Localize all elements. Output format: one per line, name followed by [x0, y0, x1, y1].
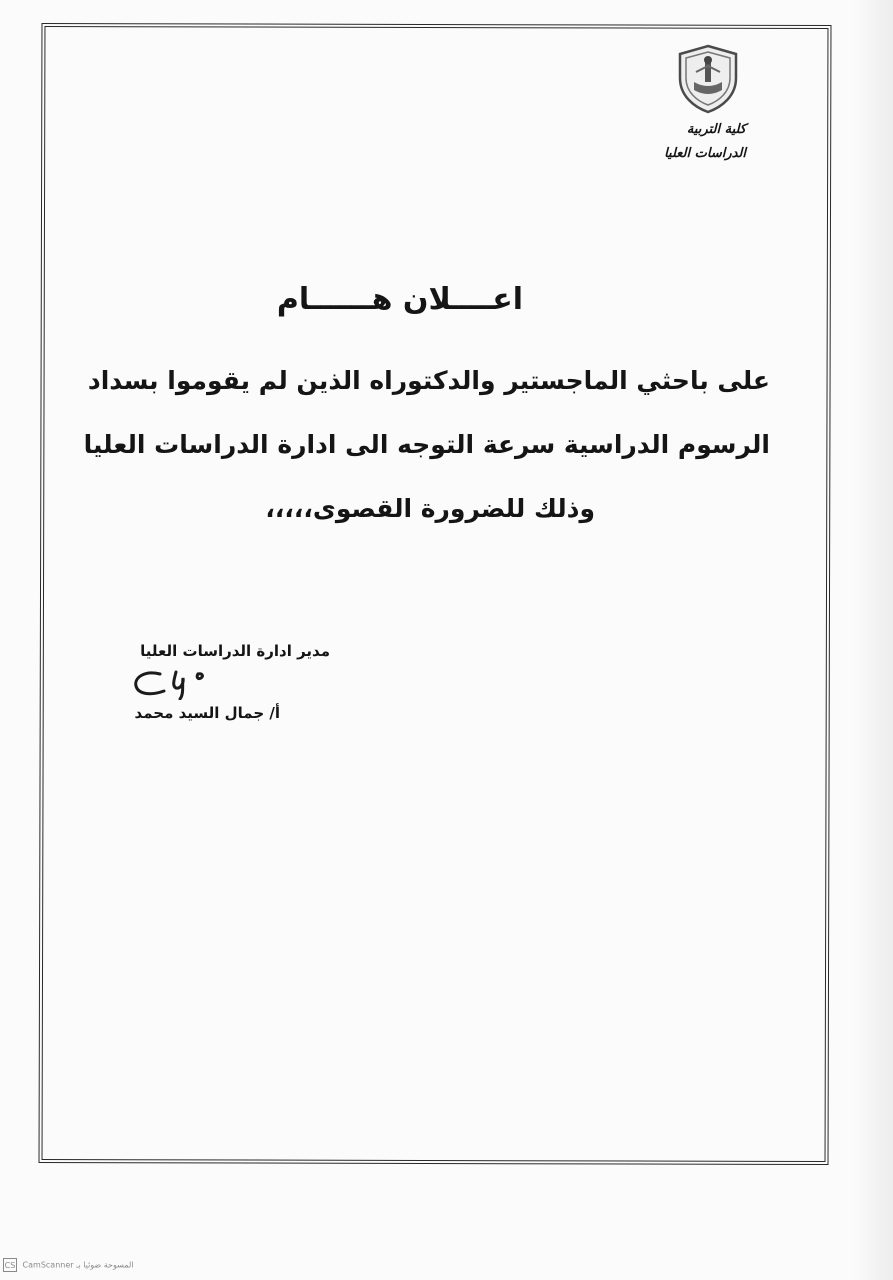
- faculty-header: [610, 118, 746, 166]
- document-border: [39, 23, 832, 1165]
- signatory-name: أ/ جمال السيد محمد: [134, 704, 280, 722]
- handwritten-signature: [126, 666, 226, 700]
- scanner-watermark: [3, 1258, 134, 1276]
- announcement-line-2: الرسوم الدراسية سرعة التوجه الى ادارة الدراسات العليا: [83, 430, 770, 459]
- announcement-line-1: على باحثي الماجستير والدكتوراه الذين لم يقوموا بسداد: [87, 366, 770, 395]
- announcement-line-3: وذلك للضرورة القصوى،،،،،: [265, 494, 595, 523]
- department-name: الدراسات العليا: [664, 146, 746, 161]
- scanner-badge: CS: [3, 1258, 17, 1272]
- faculty-name: كلية التربية: [686, 122, 746, 137]
- scanner-watermark-text: CamScanner المسوحة ضوئيا بـ: [22, 1260, 134, 1270]
- scan-edge-shadow: [853, 0, 893, 1280]
- announcement-title: اعــــلان هــــــام: [276, 282, 524, 317]
- faculty-emblem-icon: [676, 44, 740, 114]
- signatory-title: مدير ادارة الدراسات العليا: [140, 642, 330, 660]
